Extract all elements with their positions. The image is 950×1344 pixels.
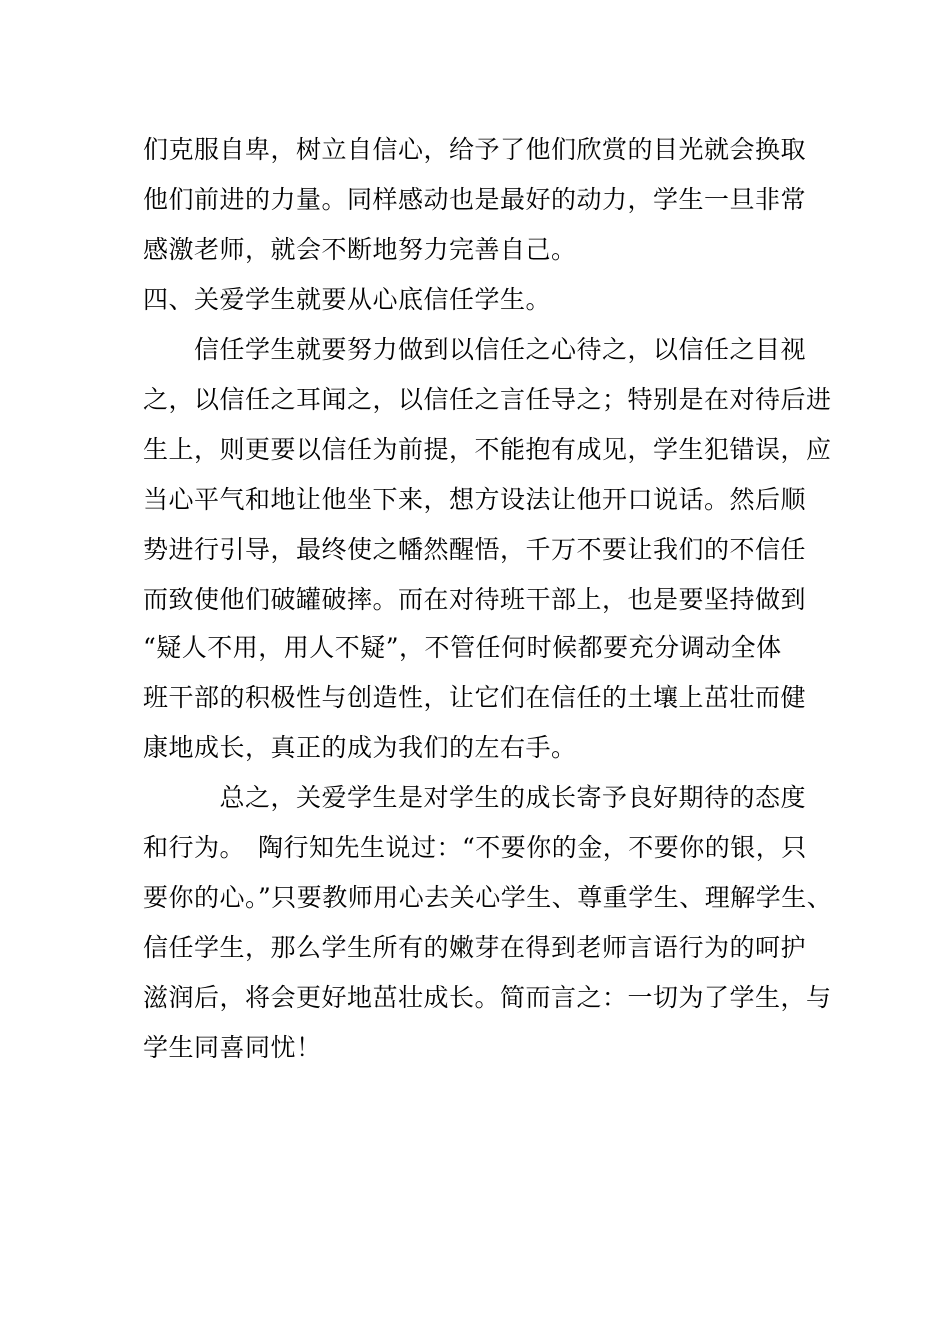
text-line: 而致使他们破罐破摔。而在对待班干部上，也是要坚持做到 (143, 585, 807, 614)
text-line: 势进行引导，最终使之幡然醒悟，千万不要让我们的不信任 (143, 535, 807, 564)
text-line: 信任学生就要努力做到以信任之心待之，以信任之目视 (143, 335, 807, 364)
text-line: 感激老师，就会不断地努力完善自己。 (143, 235, 577, 264)
text-line: 滋润后，将会更好地茁壮成长。简而言之：一切为了学生，与 (143, 983, 832, 1012)
text-line: 和行为。 陶行知先生说过：“不要你的金，不要你的银，只 (143, 833, 807, 862)
text-line: 信任学生，那么学生所有的嫩芽在得到老师言语行为的呵护 (143, 933, 807, 962)
text-line: 们克服自卑，树立自信心，给予了他们欣赏的目光就会换取 (143, 135, 807, 164)
text-line: 学生同喜同忧！ (143, 1033, 322, 1062)
text-line: 当心平气和地让他坐下来，想方设法让他开口说话。然后顺 (143, 485, 807, 514)
text-line: 之，以信任之耳闻之，以信任之言任导之；特别是在对待后进 (143, 385, 832, 414)
section-heading: 四、关爱学生就要从心底信任学生。 (143, 285, 552, 314)
text-line: 总之，关爱学生是对学生的成长寄予良好期待的态度 (143, 783, 807, 812)
text-line: 康地成长，真正的成为我们的左右手。 (143, 733, 577, 762)
text-line: 他们前进的力量。同样感动也是最好的动力，学生一旦非常 (143, 185, 807, 214)
text-line: “疑人不用，用人不疑”，不管任何时候都要充分调动全体 (143, 633, 782, 662)
text-line: 生上，则更要以信任为前提，不能抱有成见，学生犯错误，应 (143, 435, 832, 464)
text-line: 班干部的积极性与创造性，让它们在信任的土壤上茁壮而健 (143, 683, 807, 712)
text-line: 要你的心。”只要教师用心去关心学生、尊重学生、理解学生、 (143, 883, 833, 912)
